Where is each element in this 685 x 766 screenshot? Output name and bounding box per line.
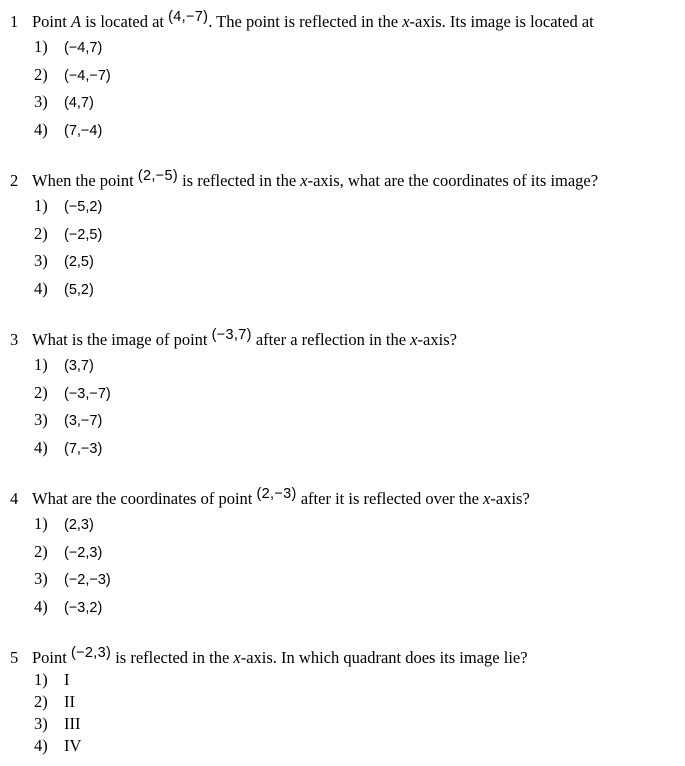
choice-number: 1): [34, 37, 48, 56]
choice-4[interactable]: [34, 116, 682, 144]
choice-2[interactable]: [34, 538, 682, 566]
question-stem: [10, 327, 682, 351]
choice-1[interactable]: [34, 192, 682, 220]
axis-variable: x: [402, 12, 410, 31]
stem-text: is reflected in the: [111, 648, 234, 667]
choice-4[interactable]: [34, 735, 682, 757]
choice-value: (7,−4): [64, 122, 103, 139]
point-coordinates: (4,−7): [168, 9, 209, 25]
axis-variable: x: [483, 489, 491, 508]
choice-1[interactable]: [34, 510, 682, 538]
stem-text: is reflected in the: [177, 171, 301, 190]
question-number: 2: [10, 171, 19, 190]
choice-value: (3,7): [64, 358, 94, 374]
stem-text: -axis. Its image is located at: [409, 12, 594, 31]
stem-text: Point: [32, 648, 71, 667]
choice-number: 1): [34, 514, 48, 533]
question-number: 1: [10, 12, 19, 31]
answer-choices: [34, 669, 682, 757]
choice-value: IV: [64, 736, 82, 755]
choice-value: II: [64, 692, 75, 711]
stem-text: . The point is reflected in the: [208, 12, 403, 31]
choice-value: (−4,7): [64, 40, 103, 56]
choice-number: 2): [34, 223, 48, 243]
stem-text: -axis, what are the coordinates of its image?: [307, 171, 599, 190]
question-stem: [10, 168, 682, 192]
choice-value: (−2,5): [64, 226, 103, 243]
question-5: [10, 645, 682, 757]
choice-number: 2): [34, 692, 48, 711]
axis-variable: x: [233, 648, 241, 667]
choice-number: 2): [34, 64, 48, 84]
stem-text: -axis?: [417, 330, 457, 349]
axis-variable: x: [300, 171, 308, 190]
choice-value: (−4,−7): [64, 67, 111, 84]
choice-2[interactable]: [34, 220, 682, 248]
stem-text: is located at: [81, 12, 169, 31]
choice-1[interactable]: [34, 33, 682, 61]
choice-3[interactable]: [34, 713, 682, 735]
stem-text: -axis. In which quadrant does its image lie?: [240, 648, 528, 667]
choice-number: 1): [34, 196, 48, 215]
question-1: [10, 9, 682, 143]
question-number: 5: [10, 648, 19, 667]
answer-choices: [34, 33, 682, 143]
question-4: [10, 486, 682, 620]
choice-value: (7,−3): [64, 440, 103, 457]
choice-value: III: [64, 714, 81, 733]
choice-number: 3): [34, 92, 48, 111]
axis-variable: x: [410, 330, 418, 349]
question-stem: [10, 645, 682, 669]
choice-value: I: [64, 670, 70, 689]
choice-value: (−2,3): [64, 544, 103, 561]
choice-3[interactable]: [34, 565, 682, 593]
choice-number: 4): [34, 278, 48, 298]
answer-choices: [34, 351, 682, 461]
choice-number: 4): [34, 596, 48, 616]
choice-value: (−3,2): [64, 599, 103, 616]
question-stem: [10, 486, 682, 510]
choice-number: 1): [34, 355, 48, 374]
choice-value: (−2,−3): [64, 572, 111, 588]
stem-text: When the point: [32, 171, 138, 190]
stem-text: What is the image of point: [32, 330, 212, 349]
choice-number: 1): [34, 670, 48, 689]
choice-3[interactable]: [34, 88, 682, 116]
choice-1[interactable]: [34, 351, 682, 379]
point-coordinates: (−2,3): [70, 645, 112, 661]
choice-3[interactable]: [34, 406, 682, 434]
question-stem: [10, 9, 682, 33]
choice-value: (−5,2): [64, 199, 103, 215]
choice-value: (2,3): [64, 517, 94, 533]
choice-1[interactable]: [34, 669, 682, 691]
choice-number: 4): [34, 437, 48, 457]
answer-choices: [34, 192, 682, 302]
stem-text: Point: [32, 12, 71, 31]
point-coordinates: (−3,7): [211, 327, 252, 343]
choice-number: 2): [34, 382, 48, 402]
choice-number: 3): [34, 714, 48, 733]
choice-number: 3): [34, 569, 48, 588]
choice-4[interactable]: [34, 593, 682, 621]
choice-3[interactable]: [34, 247, 682, 275]
stem-text: after it is reflected over the: [296, 489, 484, 508]
point-coordinates: (2,−3): [256, 486, 297, 502]
choice-number: 2): [34, 541, 48, 561]
choice-value: (3,−7): [64, 413, 103, 429]
choice-number: 4): [34, 119, 48, 139]
stem-text: What are the coordinates of point: [32, 489, 257, 508]
choice-number: 3): [34, 410, 48, 429]
choice-number: 4): [34, 736, 48, 755]
answer-choices: [34, 510, 682, 620]
question-3: [10, 327, 682, 461]
choice-number: 3): [34, 251, 48, 270]
point-variable: A: [70, 12, 82, 31]
question-number: 3: [10, 330, 19, 349]
choice-2[interactable]: [34, 379, 682, 407]
stem-text: -axis?: [490, 489, 530, 508]
choice-value: (4,7): [64, 95, 94, 111]
choice-value: (−3,−7): [64, 385, 111, 402]
choice-value: (2,5): [64, 254, 94, 270]
question-number: 4: [10, 489, 19, 508]
point-coordinates: (2,−5): [137, 168, 178, 184]
stem-text: after a reflection in the: [251, 330, 411, 349]
choice-4[interactable]: [34, 434, 682, 462]
choice-2[interactable]: [34, 61, 682, 89]
choice-value: (5,2): [64, 281, 94, 298]
question-2: [10, 168, 682, 302]
choice-2[interactable]: [34, 691, 682, 713]
choice-4[interactable]: [34, 275, 682, 303]
